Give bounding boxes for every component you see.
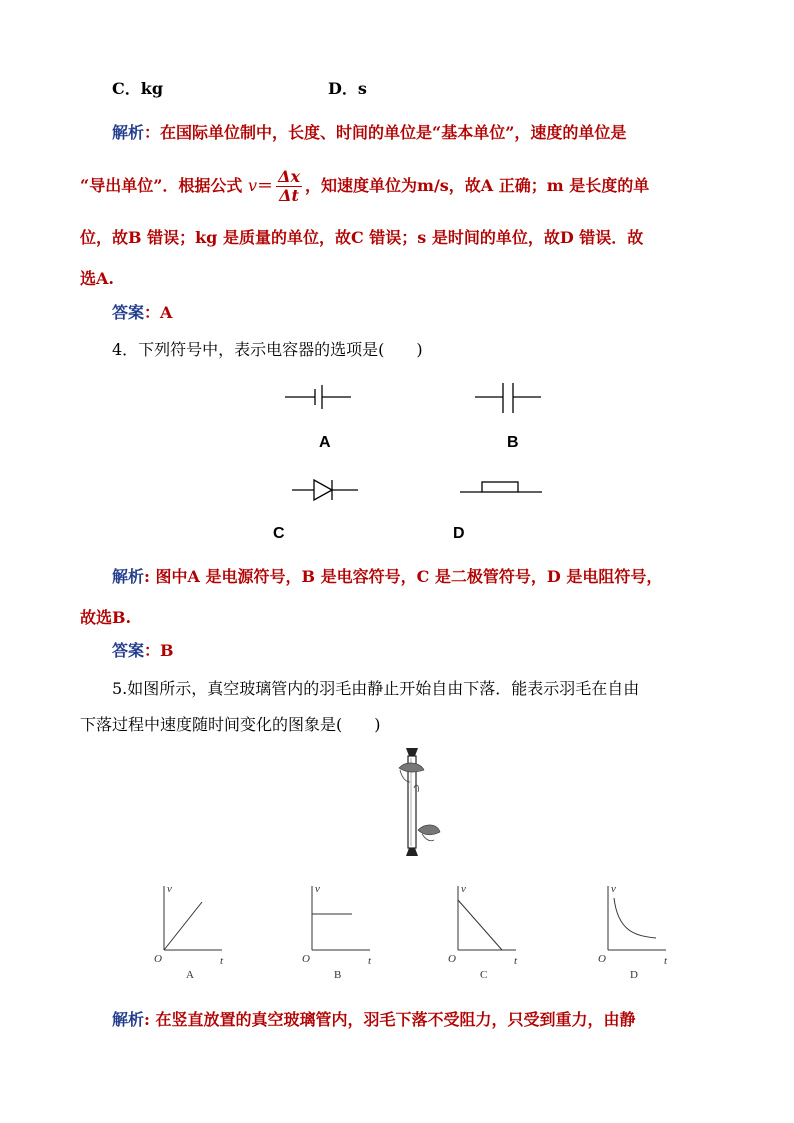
q3-analysis-line4: 选A. [80,269,114,288]
capacitor-symbol-icon [475,383,545,415]
graph-c-t-label: t [514,955,518,967]
vacuum-tube-feather-illustration [396,748,446,860]
graph-b-caption: B [334,969,342,981]
graph-c-curve [458,900,502,950]
graph-d-t-label: t [664,955,668,967]
q4-answer: 答案：B [112,641,174,660]
diode-symbol-icon [292,477,362,503]
analysis-label: 解析 [112,1010,145,1029]
q5-question-line1: 5.如图所示，真空玻璃管内的羽毛由静止开始自由下落．能表示羽毛在自由 [112,679,640,698]
graph-a-caption: A [186,969,194,981]
graph-a-origin-label: O [154,953,162,965]
q4-analysis-line1: 解析: 图中A 是电源符号，B 是电容符号，C 是二极管符号，D 是电阻符号， [112,567,663,586]
graph-d-v-label: v [611,883,616,895]
option-d: D．s [328,79,367,98]
answer-label: 答案 [112,303,145,322]
velocity-formula-fraction [276,168,302,205]
q5-analysis-line1: 解析: 在竖直放置的真空玻璃管内，羽毛下落不受阻力，只受到重力，由静 [112,1010,636,1029]
velocity-time-graphs [148,882,688,980]
option-c: C．kg [112,79,164,98]
formula-numerator: Δx [278,167,301,186]
battery-symbol-icon [285,385,355,415]
graph-a-v-label: v [167,883,172,895]
q3-analysis-line3: 位，故B 错误；kg 是质量的单位，故C 错误；s 是时间的单位，故D 错误．故 [80,228,644,247]
q3-analysis-line1: 解析：在国际单位制中，长度、时间的单位是“基本单位”，速度的单位是 [112,123,627,142]
graph-d-curve [614,898,656,938]
symbol-label-d: D [453,525,465,542]
graph-b-origin-label: O [302,953,310,965]
graph-d-origin-label: O [598,953,606,965]
graph-d-caption: D [630,969,638,981]
q3-answer: 答案：A [112,303,173,322]
resistor-symbol-icon [460,480,545,500]
q5-question-line2: 下落过程中速度随时间变化的图象是( ) [80,715,381,734]
graph-b-t-label: t [368,955,372,967]
graph-c-caption: C [480,969,488,981]
analysis-label: 解析 [112,567,145,586]
q4-analysis-line2: 故选B. [80,608,132,627]
symbol-label-a: A [319,434,331,451]
symbol-label-c: C [273,525,285,542]
graph-b-v-label: v [315,883,320,895]
answer-label: 答案 [112,641,145,660]
formula-v: v [248,176,258,195]
graph-c-v-label: v [461,883,466,895]
symbol-label-b: B [507,434,519,451]
q3-analysis-line2: “导出单位”．根据公式 v＝ $\frac{\Delta x}{\Delta t}$ ，知速度单位为m/s，故A 正确；m 是长度的单 [80,167,650,205]
analysis-label: 解析 [112,123,145,142]
formula-denominator: Δt [279,186,299,205]
graph-c-origin-label: O [448,953,456,965]
graph-a-curve [164,902,202,950]
q4-question: 4．下列符号中，表示电容器的选项是( ) [112,340,423,359]
graph-a-t-label: t [220,955,224,967]
